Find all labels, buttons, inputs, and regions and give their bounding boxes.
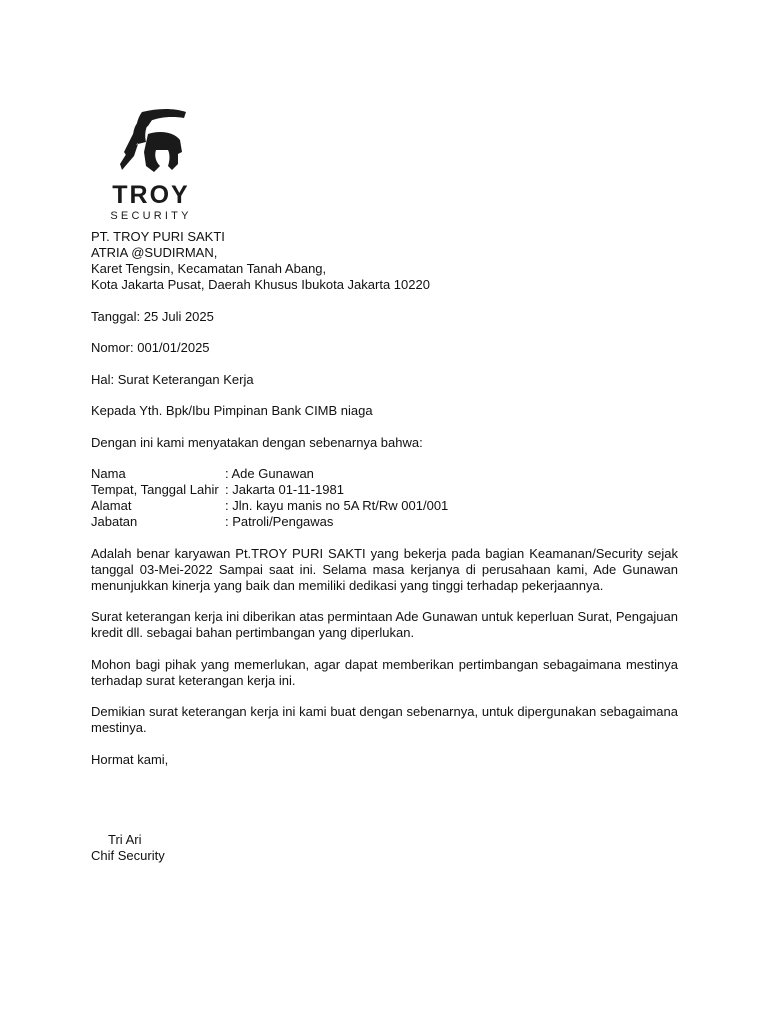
- paragraph-employment: Adalah benar karyawan Pt.TROY PURI SAKTI yang bekerja pada bagian Keamanan/Security sejak tanggal 03-Mei-2022 Sampai saat ini. Selama masa kerjanya di perusahaan kami, Ade Gunawan menunjukkan kinerja yang baik dan memiliki dedikasi yang tinggi terhadap pekerjaannya.: [91, 545, 678, 593]
- troy-security-logo: [98, 108, 204, 224]
- detail-value: : Ade Gunawan: [225, 466, 314, 481]
- company-address-line-1: ATRIA @SUDIRMAN,: [91, 245, 218, 260]
- paragraph-purpose: Surat keterangan kerja ini diberikan atas permintaan Ade Gunawan untuk keperluan Surat, Pengajuan kredit dll. sebagai bahan pertimbangan yang diperlukan.: [91, 609, 678, 640]
- letter-date: Tanggal: 25 Juli 2025: [91, 308, 214, 324]
- detail-value: : Patroli/Pengawas: [225, 514, 334, 529]
- detail-row-address: [91, 498, 678, 514]
- employee-details: [91, 466, 678, 530]
- detail-value: : Jln. kayu manis no 5A Rt/Rw 001/001: [225, 498, 449, 513]
- detail-row-birth: [91, 482, 678, 498]
- company-address-line-3: Kota Jakarta Pusat, Daerah Khusus Ibukota Jakarta 10220: [91, 277, 430, 292]
- closing-salutation: Hormat kami,: [91, 751, 169, 767]
- detail-label: Tempat, Tanggal Lahir: [91, 482, 219, 497]
- logo-text-troy: TROY: [112, 181, 190, 209]
- spartan-helmet-icon: [98, 108, 204, 224]
- letter-subject: Hal: Surat Keterangan Kerja: [91, 371, 254, 387]
- letter-number: Nomor: 001/01/2025: [91, 340, 210, 355]
- paragraph-closing-statement: Demikian surat keterangan kerja ini kami buat dengan sebenarnya, untuk dipergunakan sebagaimana mestinya.: [91, 704, 678, 735]
- logo-text-security: SECURITY: [110, 210, 192, 222]
- detail-value: : Jakarta 01-11-1981: [225, 482, 344, 497]
- signatory-name: Tri Ari: [108, 831, 142, 847]
- detail-label: Jabatan: [91, 514, 138, 529]
- letter-body: [91, 229, 678, 864]
- company-name: PT. TROY PURI SAKTI: [91, 229, 225, 244]
- letter-recipient: Kepada Yth. Bpk/Ibu Pimpinan Bank CIMB niaga: [91, 403, 373, 418]
- detail-label: Nama: [91, 466, 126, 481]
- paragraph-request: Mohon bagi pihak yang memerlukan, agar dapat memberikan pertimbangan sebagaimana mestinya terhadap surat keterangan kerja ini.: [91, 656, 678, 688]
- detail-label: Alamat: [91, 498, 132, 513]
- company-address-line-2: Karet Tengsin, Kecamatan Tanah Abang,: [91, 261, 327, 276]
- detail-row-name: [91, 466, 678, 482]
- signatory-title: Chif Security: [91, 847, 165, 863]
- detail-row-position: [91, 514, 678, 530]
- letter-intro: Dengan ini kami menyatakan dengan sebenarnya bahwa:: [91, 434, 423, 450]
